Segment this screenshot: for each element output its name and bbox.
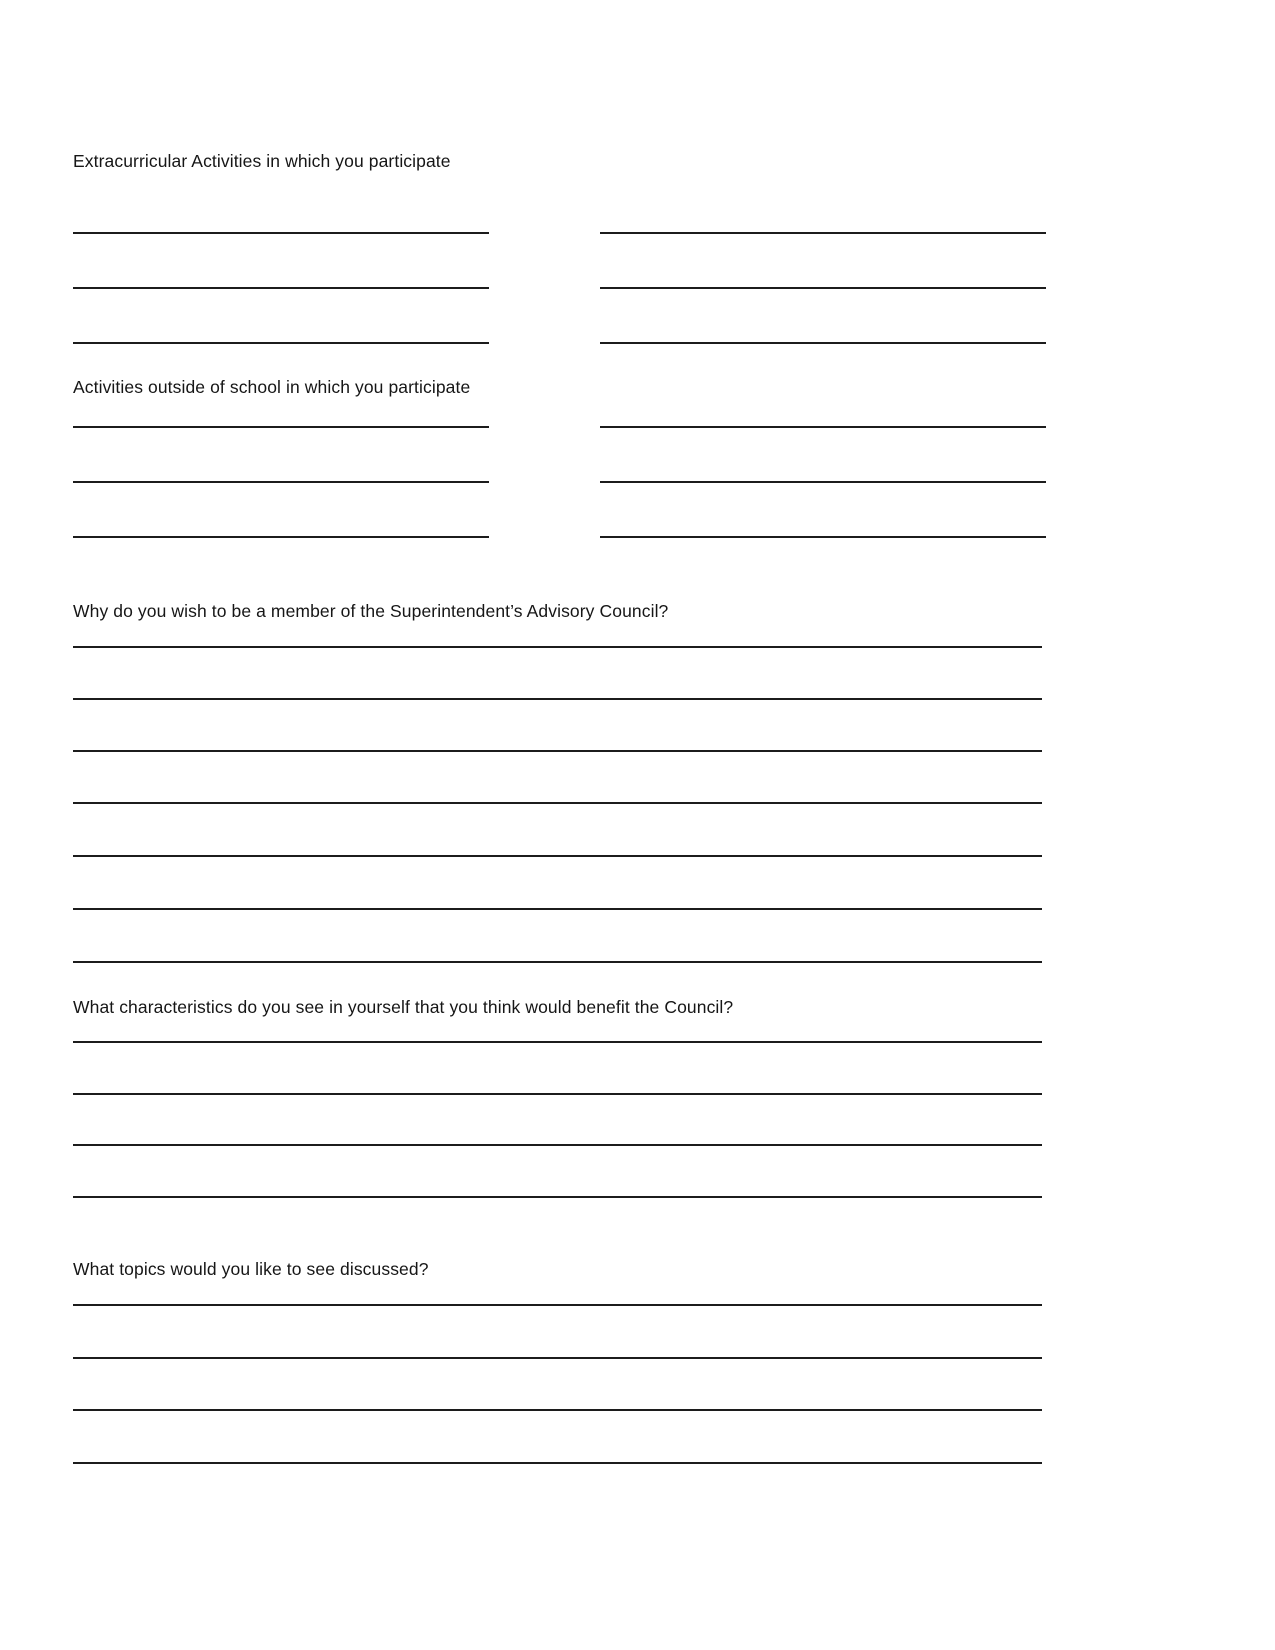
answer-line (73, 908, 1042, 910)
answer-line (600, 287, 1046, 289)
answer-line (73, 426, 489, 428)
answer-line (600, 481, 1046, 483)
answer-line (73, 1304, 1042, 1306)
section-heading-extracurricular-activities: Extracurricular Activities in which you participate (73, 151, 451, 171)
answer-line (73, 232, 489, 234)
answer-line (600, 342, 1046, 344)
answer-line (73, 342, 489, 344)
answer-line (73, 1409, 1042, 1411)
answer-line (73, 1041, 1042, 1043)
answer-line (73, 536, 489, 538)
answer-line (73, 698, 1042, 700)
answer-line (73, 750, 1042, 752)
question-topics: What topics would you like to see discussed? (73, 1259, 429, 1279)
answer-line (73, 1462, 1042, 1464)
answer-line (73, 646, 1042, 648)
answer-line (73, 481, 489, 483)
answer-line (73, 855, 1042, 857)
answer-line (73, 961, 1042, 963)
answer-line (600, 232, 1046, 234)
answer-line (73, 1144, 1042, 1146)
answer-line (600, 536, 1046, 538)
question-characteristics: What characteristics do you see in yourself that you think would benefit the Council? (73, 997, 734, 1017)
answer-line (600, 426, 1046, 428)
answer-line (73, 287, 489, 289)
answer-line (73, 1196, 1042, 1198)
answer-line (73, 802, 1042, 804)
answer-line (73, 1357, 1042, 1359)
answer-line (73, 1093, 1042, 1095)
question-why-member: Why do you wish to be a member of the Superintendent’s Advisory Council? (73, 601, 669, 621)
section-heading-outside-activities: Activities outside of school in which you participate (73, 377, 471, 397)
